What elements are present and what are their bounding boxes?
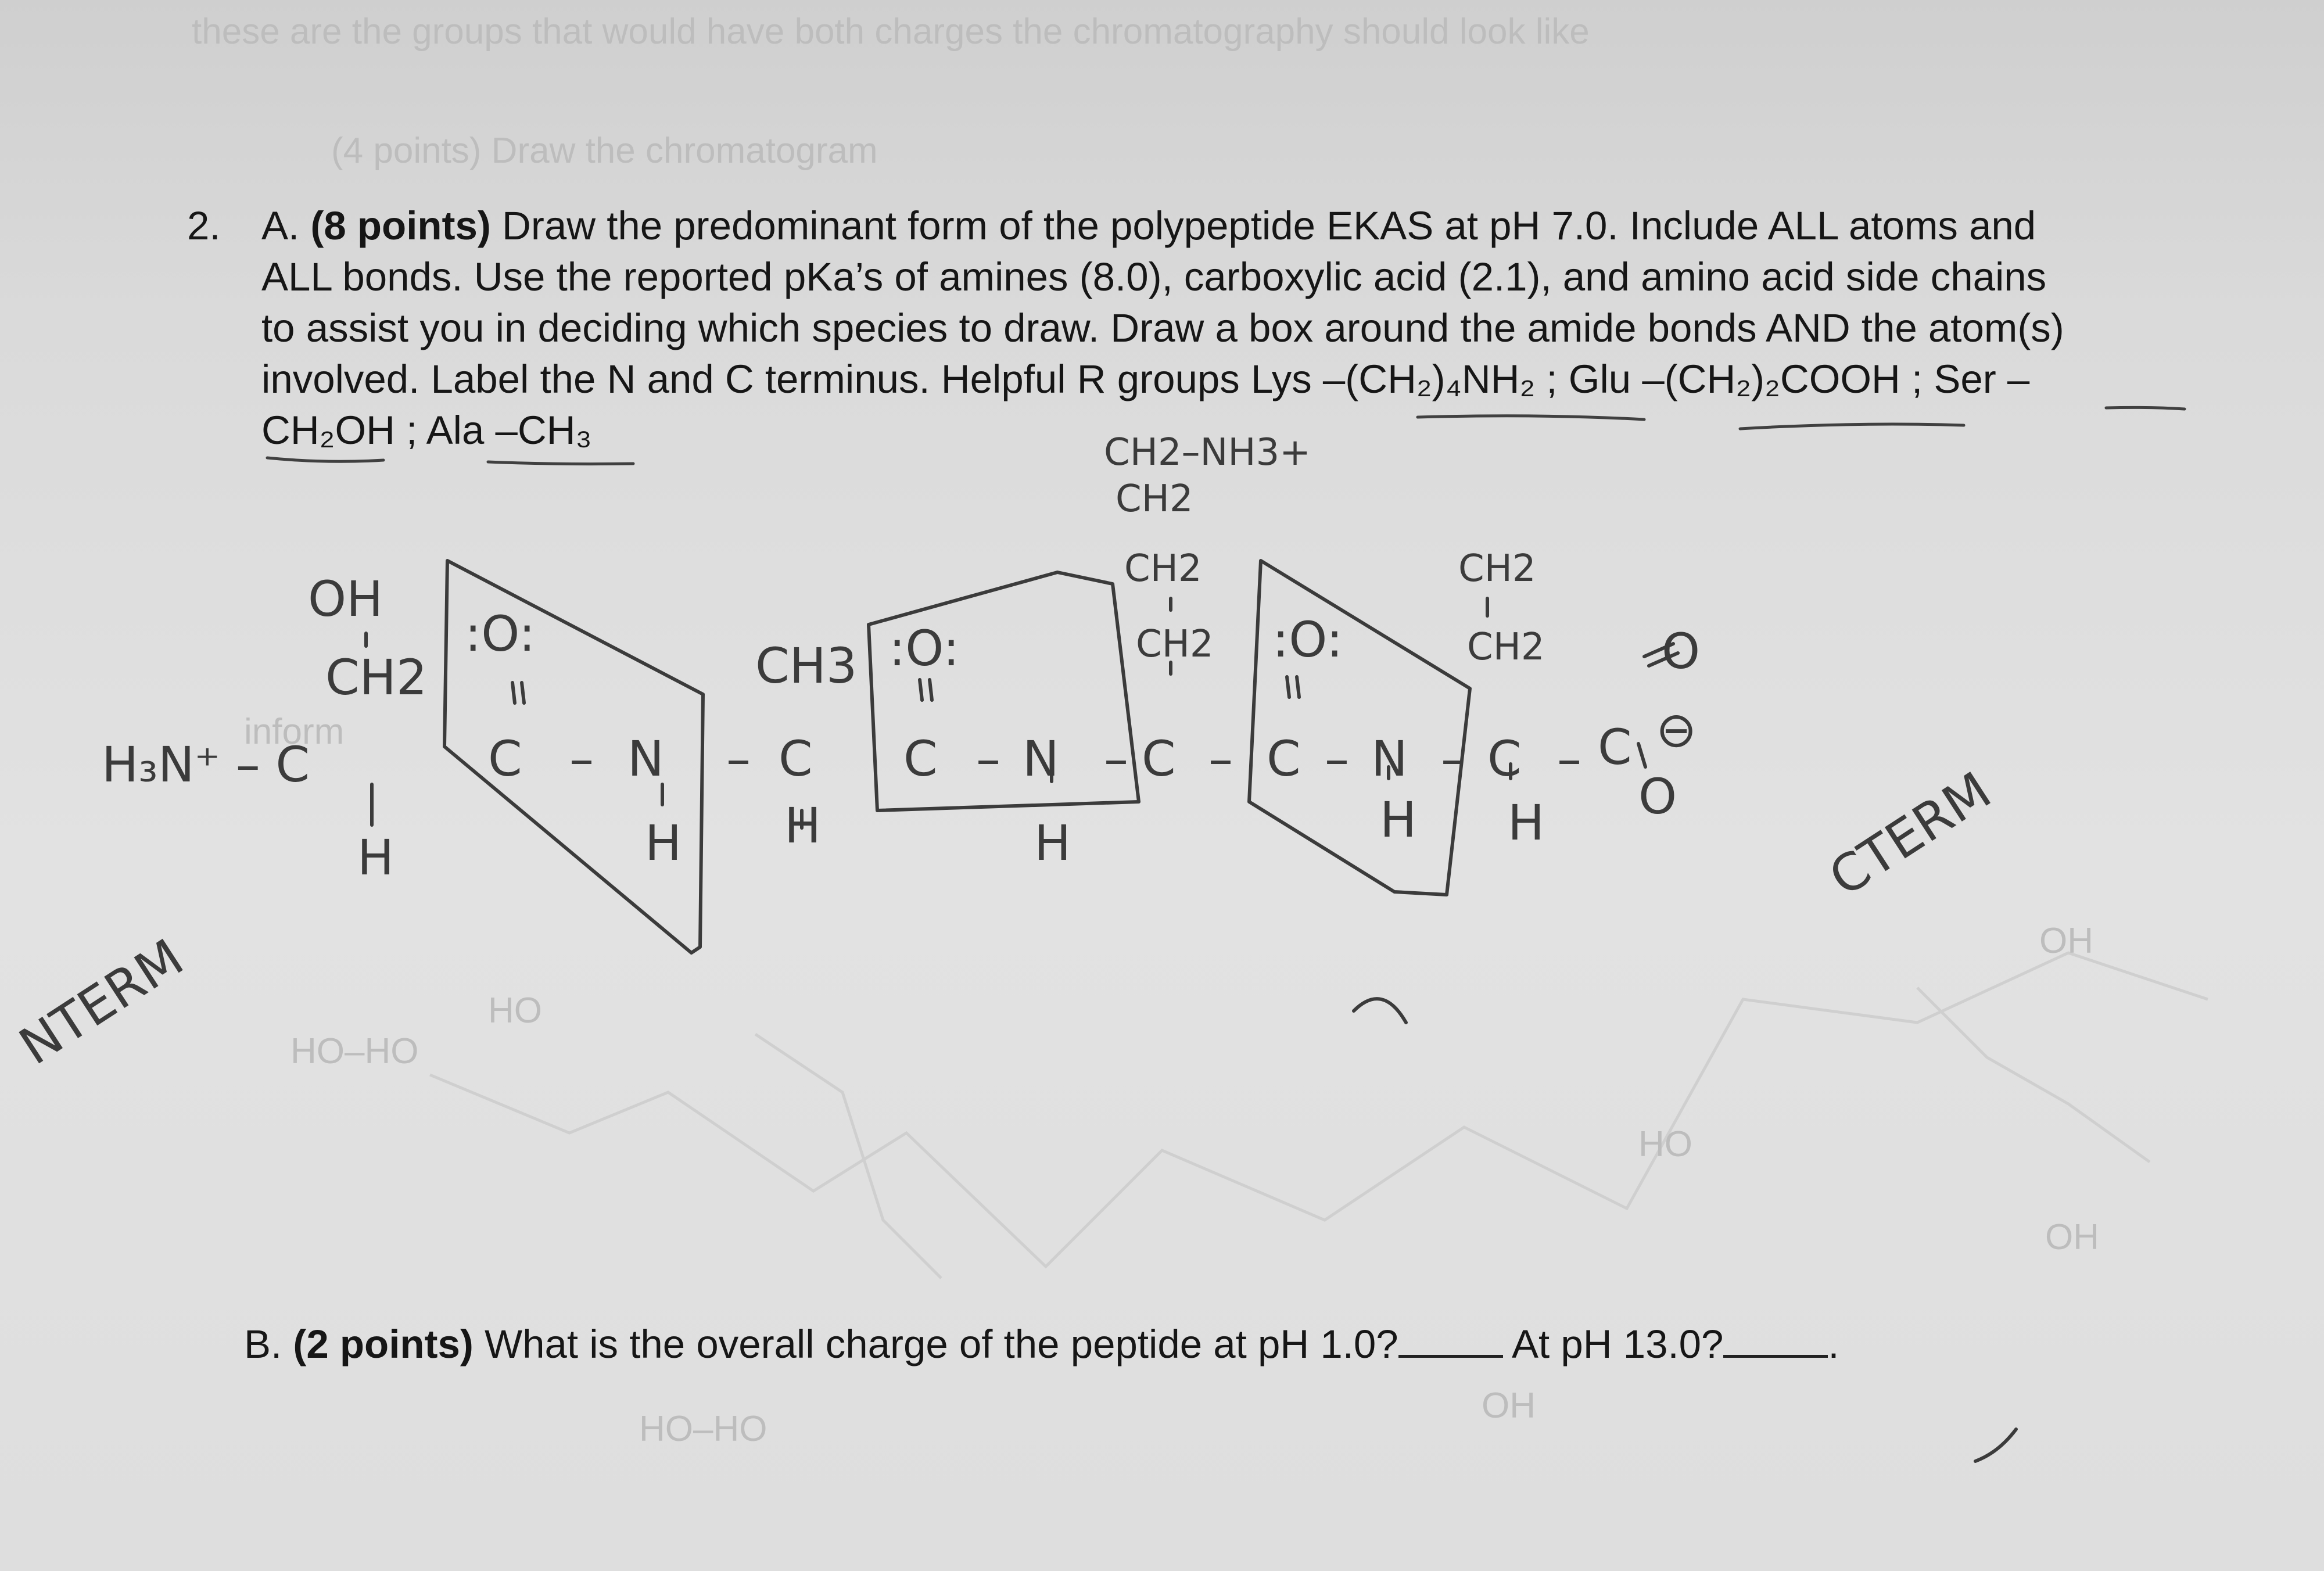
n-terminus-amine: H₃N⁺ – C: [102, 736, 310, 793]
part-b-question-2: At pH 13.0?: [1502, 1322, 1724, 1366]
amide-h-1: H: [645, 815, 682, 871]
amide-h-2: H: [1034, 815, 1071, 871]
carbonyl-oxygen-2: :O:: [889, 620, 960, 677]
part-a-line-3: to assist you in deciding which species to draw. Draw a box around the amide bonds AND the atom(s): [261, 306, 2064, 350]
svg-text:HO–HO: HO–HO: [290, 1031, 419, 1071]
bond-dash: –: [976, 730, 1000, 787]
carboxylate-oxygen-2: O: [1662, 623, 1701, 680]
ser-oh: OH: [308, 571, 383, 627]
bond-dash: –: [1441, 730, 1465, 787]
glu-alpha-carbon: C: [1487, 730, 1522, 787]
ser-alpha-h: H: [357, 829, 394, 886]
bond-dash: –: [726, 730, 751, 787]
part-a-line-2: ALL bonds. Use the reported pKa’s of amines (8.0), carboxylic acid (2.1), and amino acid side chains: [261, 254, 2047, 299]
part-a-points: (8 points): [310, 203, 491, 248]
n-terminus-label: NTERM: [9, 927, 194, 1077]
carboxylate-oxygen-1: O: [1638, 768, 1677, 825]
answer-blank-ph1[interactable]: [1398, 1325, 1503, 1358]
part-b-label: B.: [244, 1322, 282, 1366]
question-part-b: [244, 1319, 1839, 1370]
svg-text:HO: HO: [1638, 1124, 1692, 1164]
carbonyl-carbon-2: C: [903, 730, 938, 787]
bond-dash: –: [1557, 730, 1581, 787]
carbonyl-oxygen-1: :O:: [465, 605, 536, 662]
part-b-question: What is the overall charge of the peptide at pH 1.0?: [473, 1322, 1398, 1366]
bond-dash: –: [569, 730, 594, 787]
bond-dash: –: [1325, 730, 1349, 787]
amide-h-3: H: [1380, 791, 1417, 848]
svg-text:OH: OH: [1482, 1386, 1536, 1426]
carbonyl-carbon-3: C: [1267, 730, 1301, 787]
svg-text:(4 points) Draw the chromatogr: (4 points) Draw the chromatogram: [331, 131, 878, 171]
part-a-instruction: Draw the predominant form of the polypeptide EKAS at pH 7.0. Include ALL atoms and: [490, 203, 2036, 248]
part-b-end: .: [1828, 1322, 1839, 1366]
carbonyl-carbon-1: C: [488, 730, 522, 787]
ala-alpha-carbon: C: [779, 730, 813, 787]
answer-blank-ph13[interactable]: [1723, 1325, 1828, 1358]
carboxylate-minus: ⊖: [1656, 701, 1697, 758]
part-a-line-5: CH₂OH ; Ala –CH₃: [261, 408, 592, 453]
carboxyl-carbon: C: [1598, 719, 1632, 776]
lys-ch2-a: CH2: [1116, 478, 1193, 521]
part-a-label: A.: [261, 203, 300, 248]
bond-dash: –: [1104, 730, 1128, 787]
question-number: 2.: [187, 203, 221, 248]
amide-nitrogen-2: N: [1023, 730, 1059, 787]
bond-dash: –: [1208, 730, 1233, 787]
glu-ch2-b: CH2: [1467, 626, 1545, 669]
svg-text:these are the groups that woul: these are the groups that would have both charges the chromatography should look like: [192, 12, 1590, 52]
ala-ch3: CH3: [755, 637, 858, 694]
lys-ch2-c: CH2: [1136, 623, 1214, 666]
carbonyl-oxygen-3: :O:: [1272, 611, 1343, 668]
lys-ch2-nh3: CH2–NH3+: [1104, 431, 1311, 474]
lys-alpha-carbon: C: [1142, 730, 1176, 787]
svg-text:OH: OH: [2045, 1217, 2099, 1257]
svg-text:HO–HO: HO–HO: [639, 1409, 768, 1449]
svg-text:HO: HO: [488, 991, 542, 1031]
ala-alpha-h: H: [784, 797, 822, 854]
svg-text:inform: inform: [244, 712, 345, 752]
amide-nitrogen-1: N: [627, 730, 664, 787]
ser-ch2: CH2: [325, 649, 428, 706]
lys-ch2-b: CH2: [1124, 547, 1202, 590]
glu-alpha-h: H: [1508, 794, 1545, 851]
c-terminus-label: CTERM: [1819, 760, 2002, 908]
glu-ch2-a: CH2: [1458, 547, 1536, 590]
part-a-line-4: involved. Label the N and C terminus. Helpful R groups Lys –(CH₂)₄NH₂ ; Glu –(CH₂)₂COOH ; Ser –: [261, 357, 2030, 401]
part-b-points: (2 points): [293, 1322, 474, 1366]
amide-nitrogen-3: N: [1371, 730, 1408, 787]
svg-text:OH: OH: [2039, 921, 2093, 961]
